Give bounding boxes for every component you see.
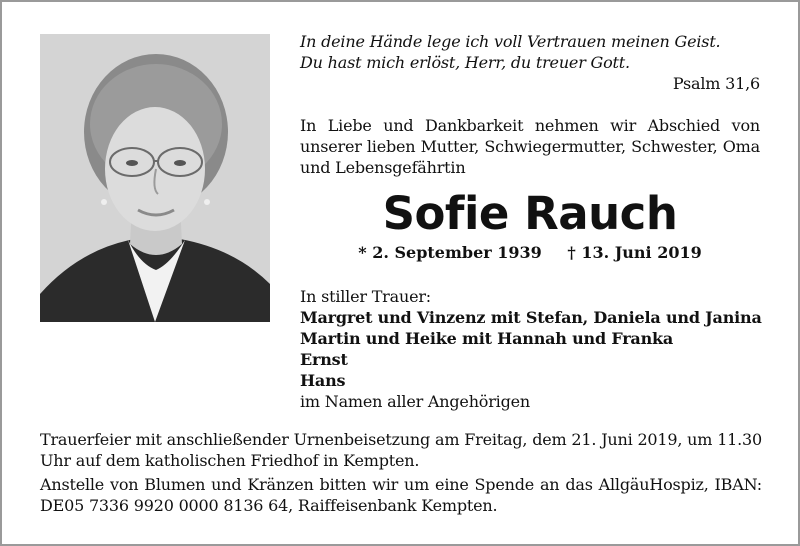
portrait-illustration	[40, 34, 270, 322]
mourner-line: Hans	[300, 371, 346, 390]
mourners-closing: im Namen aller Angehörigen	[300, 392, 531, 411]
mourners-block	[300, 286, 770, 412]
birth-date: * 2. September 1939	[358, 243, 542, 262]
portrait-photo	[40, 34, 270, 322]
mourner-line: Margret und Vinzenz mit Stefan, Daniela und Janina	[300, 308, 762, 327]
donation-info: Anstelle von Blumen und Kränzen bitten wir um eine Spende an das AllgäuHospiz, IBAN: DE05 7336 9920 0000 8136 64, Raiffeisenbank Kempten.	[40, 475, 762, 515]
mourners-heading: In stiller Trauer:	[300, 287, 431, 306]
psalm-line-2: Du hast mich erlöst, Herr, du treuer Gott.	[300, 53, 630, 72]
footer-info	[40, 429, 762, 519]
death-date: † 13. Juni 2019	[567, 243, 702, 262]
psalm-line-1: In deine Hände lege ich voll Vertrauen meinen Geist.	[300, 32, 721, 51]
deceased-name: Sofie Rauch	[382, 187, 678, 240]
ceremony-info: Trauerfeier mit anschließender Urnenbeisetzung am Freitag, dem 21. Juni 2019, um 11.30 Uhr auf dem katholischen Friedhof in Kempten.	[40, 430, 762, 470]
mourner-line: Ernst	[300, 350, 348, 369]
psalm-reference: Psalm 31,6	[672, 74, 760, 93]
life-dates	[300, 242, 760, 263]
mourner-line: Martin und Heike mit Hannah und Franka	[300, 329, 674, 348]
psalm-quote	[300, 31, 760, 94]
intro-text: In Liebe und Dankbarkeit nehmen wir Abschied von unserer lieben Mutter, Schwiegermutter, Schwester, Oma und Lebensgefährtin	[300, 116, 760, 177]
